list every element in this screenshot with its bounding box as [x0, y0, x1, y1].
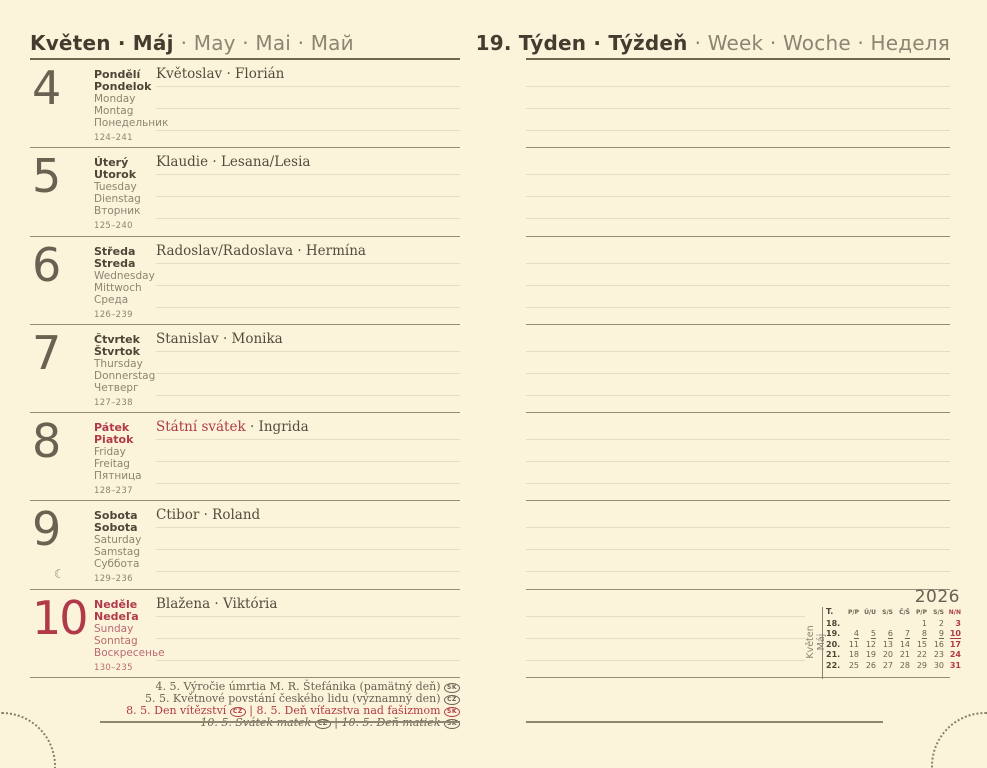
calendar-week-col-header: T.	[826, 607, 834, 616]
day-row-8	[30, 413, 460, 501]
calendar-month-label	[804, 607, 827, 677]
calendar-day-cell: 5	[870, 629, 876, 638]
calendar-day-cell: 26	[865, 660, 876, 670]
day-notes-area	[156, 325, 460, 412]
calendar-week-number: 19.	[826, 629, 841, 638]
nameday-line	[156, 501, 460, 528]
nameday-names: Ctibor · Roland	[156, 507, 261, 524]
day-name: Wednesday	[94, 269, 155, 282]
day-name: Суббота	[94, 558, 140, 571]
calendar-day-cell: 11	[848, 639, 859, 649]
country-badge-cz: CZ	[444, 695, 460, 705]
writing-line	[526, 286, 950, 308]
day-name-bold: Úterý	[94, 156, 129, 170]
day-name: Friday	[94, 446, 126, 459]
nameday-line	[156, 413, 460, 440]
calendar-week-number: 22.	[826, 660, 841, 670]
writing-line	[526, 462, 950, 484]
writing-line	[526, 617, 805, 639]
calendar-table	[826, 607, 962, 671]
day-row-9	[30, 501, 460, 589]
country-badge-sk: SK	[444, 707, 460, 717]
calendar-day-cell: 7	[904, 629, 910, 638]
week-title-primary: 19. Týden · Týždeň	[475, 31, 688, 55]
day-name: Saturday	[94, 534, 142, 547]
day-number: 7	[32, 325, 60, 380]
mini-calendar	[804, 587, 962, 679]
day-name-bold: Streda	[94, 256, 136, 270]
calendar-day-cell: 6	[887, 629, 893, 638]
calendar-day-cell: 21	[899, 650, 910, 659]
day-name: Воскресенье	[94, 646, 165, 659]
writing-line	[526, 352, 950, 374]
day-name: Montag	[94, 105, 134, 117]
country-badge-cz: CZ	[315, 719, 331, 729]
day-number: 4	[32, 61, 60, 115]
day-name-bold: Pondelok	[94, 80, 152, 93]
day-name-bold: Čtvrtek	[94, 332, 140, 346]
day-name: Dienstag	[94, 193, 141, 206]
calendar-day-cell: 13	[882, 639, 893, 649]
day-name: Пятница	[94, 470, 142, 483]
calendar-week-row	[826, 619, 962, 630]
writing-line	[526, 175, 950, 197]
calendar-day-cell: 22	[916, 650, 927, 659]
holiday-label: Státní svátek	[156, 419, 246, 436]
week-title-secondary: · Week · Woche · Неделя	[694, 31, 950, 55]
nameday-names: Klaudie · Lesana/Lesia	[156, 154, 311, 171]
calendar-header-row	[826, 607, 962, 619]
day-name: Monday	[94, 93, 136, 105]
day-row-5	[30, 148, 460, 236]
day-number: 6	[32, 237, 60, 292]
nameday-names: Stanislav · Monika	[156, 330, 283, 347]
writing-line	[156, 352, 460, 374]
country-badge-sk: SK	[444, 719, 460, 729]
calendar-day-cell: 30	[933, 660, 944, 670]
calendar-day-cell: 20	[882, 650, 893, 659]
writing-line	[526, 264, 950, 286]
day-name: Samstag	[94, 546, 141, 559]
calendar-day-cell: 12	[865, 639, 876, 649]
nameday-line	[156, 325, 460, 352]
day-notes-area	[156, 501, 460, 588]
day-name-bold: Pátek	[94, 421, 130, 435]
country-badge-sk: SK	[444, 683, 460, 693]
calendar-day-cell: 18	[848, 650, 859, 659]
notes-section	[526, 325, 950, 413]
day-number: 9	[32, 502, 60, 557]
note-text: 10. 5. Svátek matek	[200, 715, 315, 729]
day-name: Tuesday	[94, 181, 137, 194]
writing-line	[526, 440, 950, 462]
notes-sections	[526, 60, 950, 678]
day-name-bold: Středa	[94, 244, 136, 258]
day-row-10	[30, 590, 460, 678]
month-title-primary: Květen · Máj	[30, 31, 174, 55]
writing-line	[526, 60, 950, 87]
day-notes-area	[156, 413, 460, 500]
calendar-day-cell: 28	[899, 660, 910, 670]
calendar-day-cell: 3	[955, 618, 961, 628]
day-name: Вторник	[94, 205, 141, 218]
calendar-day-cell: 14	[899, 639, 910, 649]
month-header	[30, 28, 460, 60]
day-notes-area	[156, 148, 460, 235]
writing-line	[526, 109, 950, 131]
notes-section	[526, 237, 950, 325]
day-number-column	[30, 325, 94, 412]
note-text: | 10. 5. Deň matiek	[330, 715, 444, 729]
day-of-year-count: 126–239	[94, 309, 133, 320]
calendar-week-row	[826, 640, 962, 651]
writing-line	[526, 325, 950, 352]
left-page	[30, 28, 460, 729]
writing-line	[156, 109, 460, 131]
week-header	[475, 28, 950, 60]
day-of-year-count: 130–235	[94, 662, 133, 673]
corner-dots-bottom-right	[931, 712, 987, 768]
day-name: Среда	[94, 293, 129, 306]
day-labels	[94, 148, 156, 235]
calendar-day-header: Ú/U	[864, 609, 876, 616]
day-number: 8	[32, 414, 60, 469]
nameday-names: Radoslav/Radoslava · Hermína	[156, 242, 366, 259]
day-name: Thursday	[94, 357, 143, 370]
day-row-4	[30, 60, 460, 148]
day-row-7	[30, 325, 460, 413]
writing-line	[156, 175, 460, 197]
day-name-bold: Sobota	[94, 509, 138, 523]
calendar-day-header: S/S	[882, 609, 893, 616]
month-title-secondary: · May · Mai · Май	[180, 31, 354, 55]
calendar-day-cell: 19	[865, 650, 876, 659]
day-name-bold: Sobota	[94, 521, 138, 535]
calendar-week-number: 20.	[826, 639, 841, 649]
calendar-day-cell: 9	[938, 629, 944, 638]
calendar-day-cell: 4	[853, 629, 859, 638]
day-labels	[94, 325, 156, 412]
day-of-year-count: 129–236	[94, 574, 133, 585]
day-of-year-count: 127–238	[94, 397, 133, 408]
calendar-day-header: N/N	[948, 609, 961, 616]
calendar-month-rotated	[805, 625, 827, 658]
day-of-year-count: 125–240	[94, 221, 133, 232]
writing-line	[156, 197, 460, 219]
calendar-day-header: S/S	[933, 609, 944, 616]
separator: ·	[245, 419, 259, 436]
calendar-day-header: P/P	[916, 609, 927, 616]
writing-line	[156, 550, 460, 572]
writing-line	[526, 374, 950, 396]
writing-line	[526, 639, 805, 661]
notes-section	[526, 60, 950, 148]
writing-line	[156, 286, 460, 308]
nameday-line	[156, 237, 460, 264]
day-row-6	[30, 237, 460, 325]
note-text: 8. 5. Den vítězství	[126, 703, 230, 717]
calendar-week-row	[826, 629, 962, 640]
calendar-day-cell: 17	[949, 639, 961, 649]
calendar-month-cz: Květen	[804, 625, 816, 659]
calendar-week-number: 18.	[826, 618, 841, 628]
writing-line	[526, 197, 950, 219]
calendar-day-cell: 24	[949, 650, 961, 659]
day-number: 5	[32, 149, 60, 204]
day-number-column	[30, 237, 94, 324]
day-name-bold: Neděle	[94, 597, 138, 611]
day-labels	[94, 501, 156, 588]
writing-line	[526, 148, 950, 175]
day-name-bold: Nedeľa	[94, 609, 139, 623]
day-name: Sunday	[94, 622, 134, 635]
calendar-day-cell: 15	[916, 639, 927, 649]
day-name-bold: Piatok	[94, 433, 134, 447]
calendar-day-cell: 1	[921, 618, 927, 628]
calendar-year: 2026	[914, 587, 960, 607]
day-labels	[94, 237, 156, 324]
calendar-week-row	[826, 650, 962, 661]
day-name: Понедельник	[94, 117, 169, 129]
note-text: 4. 5. Výročie úmrtia M. R. Štefánika (pamätný deň)	[155, 679, 444, 693]
day-number-column	[30, 501, 94, 588]
day-number-column	[30, 148, 94, 235]
day-name: Freitag	[94, 458, 130, 471]
calendar-month-sk: Máj	[815, 633, 827, 651]
moon-phase-icon: ☾	[54, 566, 65, 581]
right-page	[475, 28, 961, 678]
notes-section	[526, 148, 950, 236]
writing-line	[526, 550, 950, 572]
day-rows	[30, 60, 460, 678]
writing-line	[156, 528, 460, 550]
calendar-week-number: 21.	[826, 650, 841, 659]
day-notes-area	[156, 60, 460, 147]
calendar-day-cell: 29	[916, 660, 927, 670]
calendar-day-cell: 10	[949, 629, 961, 638]
writing-line	[156, 440, 460, 462]
calendar-day-cell: 27	[882, 660, 893, 670]
notes-section	[526, 501, 950, 589]
day-name: Четверг	[94, 381, 139, 394]
nameday-line	[156, 60, 460, 87]
writing-line	[526, 87, 950, 109]
note-text: 5. 5. Květnové povstání českého lidu (významný den)	[144, 691, 444, 705]
country-badge-cz: CZ	[230, 707, 246, 717]
writing-line	[156, 617, 460, 639]
calendar-day-cell: 23	[933, 650, 944, 659]
day-name-bold: Utorok	[94, 168, 137, 182]
notes-section	[526, 413, 950, 501]
day-labels	[94, 590, 165, 677]
calendar-day-cell: 8	[921, 629, 927, 638]
day-notes-area	[156, 237, 460, 324]
writing-line	[526, 237, 950, 264]
writing-line	[156, 264, 460, 286]
nameday-names: Květoslav · Florián	[156, 66, 285, 82]
day-of-year-count: 128–237	[94, 486, 133, 497]
nameday-line	[156, 590, 460, 617]
nameday-names: Blažena · Viktória	[156, 595, 278, 612]
writing-line	[526, 413, 950, 440]
calendar-day-header: P/P	[848, 609, 859, 616]
day-of-year-count: 124–241	[94, 133, 133, 143]
day-name: Sonntag	[94, 634, 138, 647]
day-name: Donnerstag	[94, 369, 156, 382]
day-labels	[94, 60, 169, 147]
day-number-column	[30, 60, 94, 147]
calendar-day-cell: 16	[933, 639, 944, 649]
writing-line	[156, 87, 460, 109]
day-name: Mittwoch	[94, 281, 142, 294]
day-name-bold: Štvrtok	[94, 344, 140, 358]
writing-line	[526, 528, 950, 550]
day-labels	[94, 413, 156, 500]
writing-line	[156, 374, 460, 396]
left-footer-rule	[100, 721, 460, 723]
day-number: 10	[32, 590, 87, 645]
calendar-day-cell: 31	[949, 660, 961, 670]
writing-line	[156, 639, 460, 661]
nameday-line	[156, 148, 460, 175]
nameday-names: Ingrida	[258, 419, 309, 436]
writing-line	[526, 501, 950, 528]
calendar-day-cell: 2	[938, 618, 944, 628]
writing-line	[526, 590, 805, 617]
day-name-bold: Pondělí	[94, 68, 141, 81]
day-number-column	[30, 590, 94, 677]
writing-line	[156, 462, 460, 484]
calendar-day-cell: 25	[848, 660, 859, 670]
day-notes-area	[156, 590, 460, 677]
calendar-day-header: Č/Š	[899, 609, 910, 616]
calendar-body	[804, 607, 962, 679]
calendar-week-row	[826, 661, 962, 672]
right-footer-rule	[526, 721, 883, 723]
note-text: | 8. 5. Deň víťazstva nad fašizmom	[245, 703, 444, 717]
day-number-column	[30, 413, 94, 500]
